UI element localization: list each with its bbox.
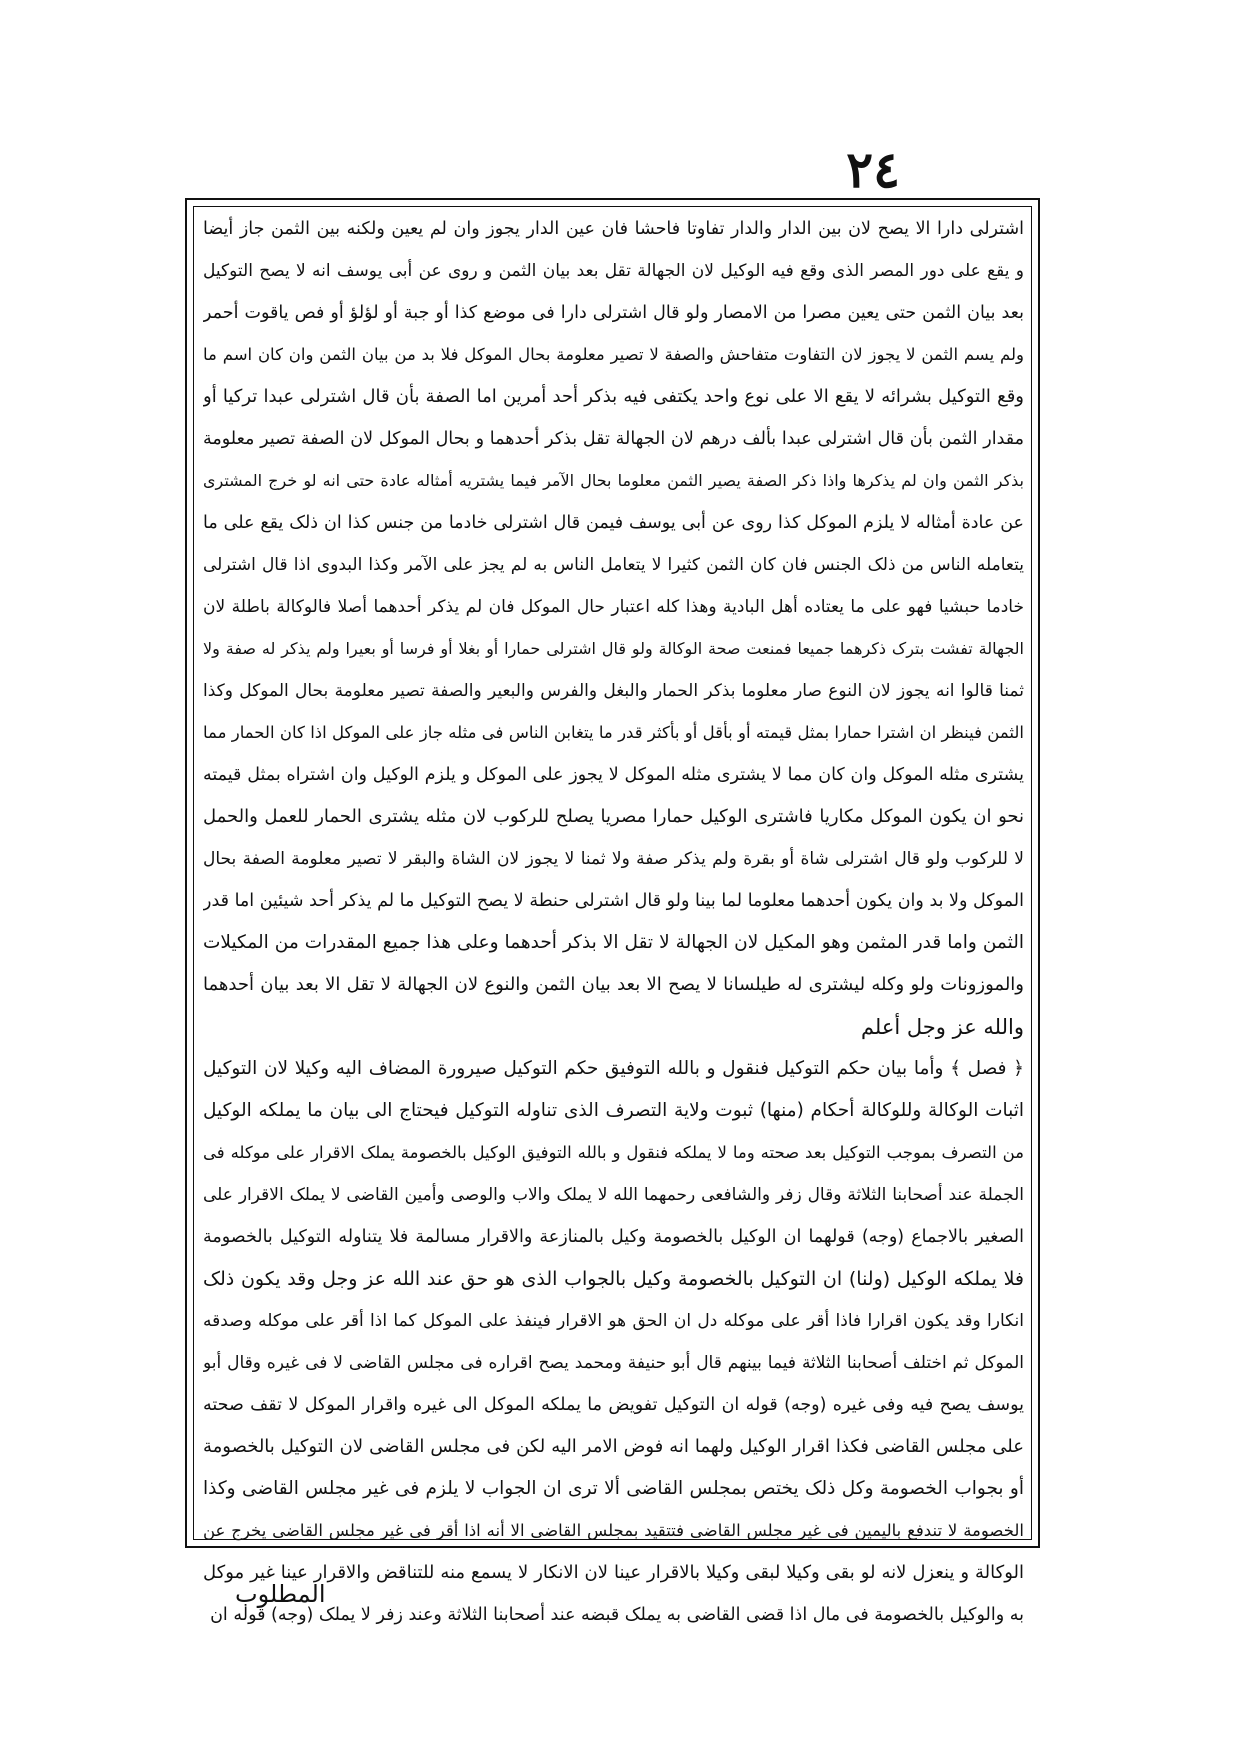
text-line: یوسف یصح فیه وفی غیره (وجه) قوله ان التوکیل تفویض ما یملکه الموکل الی غیره واقرار الموکل لا تقف صحته (203, 1395, 1024, 1415)
catchword: المطلوب (235, 1580, 326, 1608)
text-line: الوکالة و ینعزل لانه لو بقی وکیلا لبقی وکیلا بالاقرار عینا لان الانکار لا یسمع منه للتناقض والاقرار عینا غیر موکل (203, 1562, 1024, 1583)
text-line: والموزونات ولو وکله لیشتری له طیلسانا لا یصح الا بعد بیان الثمن والنوع لان الجهالة لا تقل الا بعد بیان أحدهما (203, 974, 1024, 995)
text-line: علی مجلس القاضی فکذا اقرار الوکیل ولهما انه فوض الامر الیه لکن فی مجلس القاضی لان التوکیل بالخصومة (203, 1436, 1024, 1457)
text-line: و یقع علی دور المصر الذی وقع فیه الوکیل لان الجهالة تقل بعد بیان الثمن و روی عن أبی یوسف انه لا یصح التوکیل (203, 261, 1024, 281)
text-line: الموکل ثم اختلف أصحابنا الثلاثة فیما بینهم قال أبو حنیفة ومحمد یصح اقراره فی مجلس القاضی لا فی غیره وقال أبو (203, 1353, 1024, 1373)
text-line: وقع التوکیل بشرائه لا یقع الا علی نوع واحد یکتفی فیه بذکر أحد أمرین اما الصفة بأن قال اشترلی عبدا ترکیا أو (203, 386, 1024, 407)
text-line: اثبات الوکالة وللوکالة أحکام (منها) ثبوت ولایة التصرف الذی تناوله التوکیل فیحتاج الی بیان ما یملکه الوکیل (203, 1100, 1024, 1121)
text-line: والله عز وجل أعلم (860, 1015, 1024, 1039)
text-line: اشترلی دارا الا یصح لان بین الدار والدار تفاوتا فاحشا فان عین الدار یجوز وان لم یعین ولکنه بین الثمن جاز أیضا (203, 219, 1024, 239)
text-line: الموکل ولا بد وان یکون أحدهما معلوما لما بینا ولو قال اشترلی حنطة لا یصح التوکیل ما لم یذکر أحد شیئین اما قدر (203, 891, 1024, 911)
text-body (203, 208, 1024, 1636)
text-line: الخصومة لا تندفع بالیمین فی غیر مجلس القاضی فتتقید بمجلس القاضی الا أنه اذا أقر فی غیر مجلس القاضی یخرج عن (203, 1521, 1024, 1540)
text-line: الثمن فینظر ان اشترا حمارا بمثل قیمته أو بأقل أو بأکثر قدر ما یتغابن الناس فی مثله جاز علی الموکل اذا کان الحمار مما (203, 723, 1024, 742)
text-line: یتعامله الناس من ذلک الجنس فان کان الثمن کثیرا لا یتعامل الناس به لم یجز علی الآمر وکذا البدوی اذا قال اشترلی (203, 555, 1024, 575)
text-line: مقدار الثمن بأن قال اشترلی عبدا بألف درهم لان الجهالة تقل بذکر أحدهما و بحال الموکل لان الصفة تصیر معلومة (203, 429, 1024, 449)
text-line: به والوکیل بالخصومة فی مال اذا قضی القاضی به یملک قبضه عند أصحابنا الثلاثة وعند زفر لا یملک (وجه) قوله ان (210, 1605, 1024, 1625)
text-line: الصغیر بالاجماع (وجه) قولهما ان الوکیل بالخصومة وکیل بالمنازعة والاقرار مسالمة فلا یتناوله التوکیل بالخصومة (203, 1227, 1024, 1247)
text-line: الجملة عند أصحابنا الثلاثة وقال زفر والشافعی رحمهما الله لا یملک والاب والوصی وأمین القاضی لا یملک الاقرار علی (203, 1185, 1024, 1205)
text-line: بذکر الثمن وان لم یذکرها واذا ذکر الصفة یصیر الثمن معلوما بحال الآمر فیما یشتریه أمثاله عادة حتی انه لو خرج المشتری (203, 471, 1024, 490)
text-line: نحو ان یکون الموکل مکاریا فاشتری الوکیل حمارا مصریا یصلح للرکوب لان مثله یشتری الحمار للعمل والحمل (203, 806, 1024, 827)
text-line: ولم یسم الثمن لا یجوز لان التفاوت متفاحش والصفة لا تصیر معلومة بحال الموکل فلا بد من بیان الثمن وان کان اسم ما (203, 345, 1024, 364)
text-line: بعد بیان الثمن حتی یعین مصرا من الامصار ولو قال اشترلی دارا فی موضع کذا أو جبة أو لؤلؤ أو فص یاقوت أحمر (203, 303, 1024, 323)
text-line: أو بجواب الخصومة وکل ذلک یختص بمجلس القاضی ألا تری ان الجواب لا یلزم فی غیر مجلس القاضی وکذا (203, 1478, 1024, 1499)
text-line: الجهالة تفشت بترک ذکرهما جمیعا فمنعت صحة الوکالة ولو قال اشترلی حمارا أو بغلا أو فرسا أو بعیرا ولم یذکر له صفة ولا (203, 639, 1024, 658)
page-number: ٢٤ (846, 140, 900, 199)
text-line: عن عادة أمثاله لا یلزم الموکل کذا روی عن أبی یوسف فیمن قال اشترلی خادما من جنس کذا ان ذلک یقع علی ما (203, 513, 1024, 533)
text-line: ﴿ فصل ﴾ وأما بیان حکم التوکیل فنقول و بالله التوفیق حکم التوکیل صیرورة المضاف الیه وکیلا لان التوکیل (203, 1058, 1024, 1079)
text-line: لا للرکوب ولو قال اشترلی شاة أو بقرة ولم یذکر صفة ولا ثمنا لا یجوز لان الشاة والبقر لا تصیر معلومة الصفة بحال (203, 849, 1024, 869)
text-line: فلا یملکه الوکیل (ولنا) ان التوکیل بالخصومة وکیل بالجواب الذی هو حق عند الله عز وجل وقد یکون ذلک (203, 1268, 1024, 1290)
text-line: خادما حبشیا فهو علی ما یعتاده أهل البادیة وهذا کله اعتبار حال الموکل فان لم یذکر أحدهما أصلا فالوکالة باطلة لان (203, 597, 1024, 617)
text-line: من التصرف بموجب التوکیل بعد صحته وما لا یملکه فنقول و بالله التوفیق الوکیل بالخصومة یملک الاقرار علی موکله فی (203, 1143, 1024, 1162)
text-line: انکارا وقد یکون اقرارا فاذا أقر علی موکله دل ان الحق هو الاقرار فینفذ علی الموکل کما اذا أقر علی موکله وصدقه (203, 1311, 1024, 1331)
text-line: الثمن واما قدر المثمن وهو المکیل لان الجهالة لا تقل الا بذکر أحدهما وعلی هذا جمیع المقدرات من المکیلات (203, 932, 1024, 953)
text-line: یشتری مثله الموکل وان کان مما لا یشتری مثله الموکل لا یجوز علی الموکل و یلزم الوکیل وان اشتراه بمثل قیمته (203, 765, 1024, 785)
text-line: ثمنا قالوا انه یجوز لان النوع صار معلوما بذکر الحمار والبغل والفرس والبعیر والصفة تصیر معلومة بحال الموکل وکذا (203, 681, 1024, 701)
